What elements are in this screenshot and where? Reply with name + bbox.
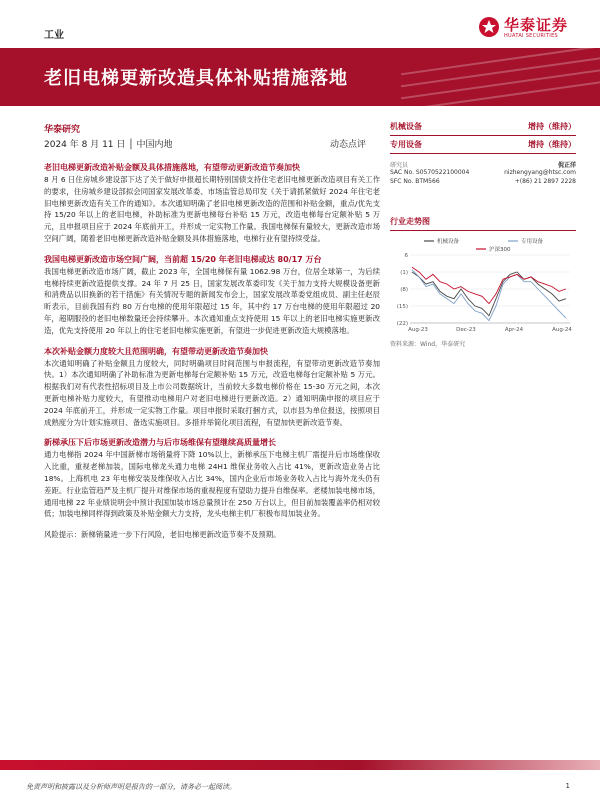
y-tick-label: 6 [404,253,408,259]
paragraph-body: 通力电梯指 2024 年中国新梯市场销量将下降 10%以上，新梯承压下电梯主机厂需提升后市场维保收入比重，重视老梯加装，国际电梯龙头通力电梯 24H1 维保业务收入占比 41%，更新改造业务占比 18%。上海机电 23 年电梯安装及维保收入占比 34%，国内企业后市场业务收入占比与海外龙头仍有差距。行业监管趋严及主机厂提升对维保市场的重视程度有望助力提升自维保率。老楼加装电梯市场，通用电梯 22 年业绩说明会中预计我国加装市场总量预计在 250 万台以上，但目前加装覆盖率仍相对较低；加装电梯同样得到政策及补贴金额大力支持，龙头电梯主机厂积极布局加装业务。 [44,450,380,519]
paragraph-body: 本次通知明确了补贴金额且力度较大，同时明确项目时间范围与申报流程，有望带动更新改造节奏加快。1）本次通知明确了补助标准为更新电梯每台定额补贴 15 万元，改造电梯每台定额补贴 5 万元。根据我们对有代表性招标项目及上市公司数据统计，当前较大多数电梯价格在 15-30 万元之间，本次更新电梯补贴力度较大，有望推动电梯用户对老旧电梯进行更新改造。2）通知明确申报的项目应于 2024 年底前开工，并形成一定实物工作量。项目申报时采取打捆方式，以市县为单位报送，按照项目成熟度分为计划实施项目、备选实施项目。多措并举简化项目流程，有望加快更新改造节奏。 [44,358,380,427]
disclaimer: 免责声明和披露以及分析师声明是报告的一部分，请务必一起阅读。 [26,783,236,791]
industry-trend-chart [390,235,576,335]
analyst-role: 研究员 [390,162,409,169]
paragraph-heading: 新梯承压下后市场更新改造潜力与后市场维保有望继续高质量增长 [44,438,276,448]
report-type: 动态点评 [330,140,367,150]
x-tick-label: Aug-23 [408,327,428,333]
paragraph-body: 8 月 6 日住房城乡建设部下达了关于做好申报超长期特别国债支持住宅老旧电梯更新改造项目有关工作的要求，住房城乡建设部拟会同国家发展改革委、市场监管总局印发《关于请抓紧做好 2024 年住宅老旧电梯更新改造有关工作的通知》。本次通知明确了老旧电梯更新改造的范围和补贴金额，重点/优先支持 15/20 年以上的老旧电梯，补助标准为更新电梯每台补贴 15 万元，改造电梯每台定额补贴 5 万元，且申报项目应于 2024 年底前开工，并形成一定实物工作量。我国电梯保有量较大，更新改造市场空间广阔，随着老旧电梯更新改造补贴金额及具体措施落地，电梯行业有望持续受益。 [44,175,380,243]
main-content [44,162,380,541]
trend-chart-svg [390,235,576,335]
x-tick-label: Apr-24 [504,327,524,333]
y-tick-label: (8) [400,287,408,293]
legend-label: 专用设备 [521,239,544,245]
divider [390,135,576,136]
chart-title: 行业走势图 [390,216,576,231]
rating-row [390,120,576,134]
title-banner [0,48,600,106]
footer-bar [0,760,600,770]
analyst-email[interactable]: nizhengyang@htsc.com [504,169,576,176]
y-tick-label: (1) [400,270,408,276]
logo-text: 华泰证券 [504,16,569,34]
sidebar [390,120,576,348]
analyst-phone: +(86) 21 2897 2228 [514,178,576,185]
chart-source: 资料来源：Wind，华泰研究 [390,341,466,348]
analyst-name: 倪正洋 [557,162,576,169]
paragraph-heading: 老旧电梯更新改造补贴金额及具体措施落地，有望带动更新改造节奏加快 [44,163,300,172]
y-tick-label: (15) [396,304,408,310]
analyst-info [390,160,576,190]
section-tag: 工业 [44,30,64,41]
industry-rating: 增持（维持） [528,122,576,131]
industry-name: 机械设备 [390,122,422,131]
research-brand: 华泰研究 [44,125,81,135]
report-date: 2024 年 8 月 11 日 │ 中国内地 [44,140,173,150]
analyst-sac: SAC No. S0570522100004 [390,169,470,176]
analyst-sfc: SFC No. BTM566 [390,178,440,185]
legend-label: 机械设备 [437,239,460,245]
divider [390,153,576,154]
x-tick-label: Dec-23 [456,327,476,333]
logo-mark-icon [478,16,500,38]
logo-subtext: HUATAI SECURITIES [504,33,558,39]
page-number: 1 [565,782,570,790]
report-title: 老旧电梯更新改造具体补贴措施落地 [44,68,348,89]
industry-rating: 增持（维持） [528,140,576,149]
y-tick-label: (22) [396,321,408,327]
paragraph-body: 我国电梯更新改造市场广阔，截止 2023 年，全国电梯保有量 1062.98 万台，位居全球第一，为后续电梯持续更新改造提供支撑。24 年 7 月 25 日，国家发展改革委印发《关于加力支持大规模设备更新和消费品以旧换新的若干措施》有关情况专题的新闻发布会上，国家发展改革委党组成员、副主任赵辰昕表示，目前我国有约 80 万台电梯的使用年限超过 15 年，其中约 17 万台电梯的使用年限超过 20 年，超期服役的老旧电梯数量还会持续攀升。本次通知重点支持使用 15 年以上的老旧电梯实施更新改造，优先支持使用 20 年以上的住宅老旧电梯实施更新，有望进一步促进更新改造大规模落地。 [44,266,380,335]
x-tick-label: Aug-24 [552,327,572,333]
company-logo [478,14,574,42]
legend-label: 沪深300 [489,247,511,253]
series-line [412,270,566,321]
risk-warning: 风险提示：新梯销量进一步下行风险，老旧电梯更新改造节奏不及预期。 [44,530,281,540]
industry-name: 专用设备 [390,140,422,149]
paragraph-heading: 本次补贴金额力度较大且范围明确，有望带动更新改造节奏加快 [44,346,268,356]
paragraph-heading: 我国电梯更新改造市场空间广阔，当前超 15/20 年老旧电梯或达 80/17 万台 [44,254,322,264]
rating-row [390,138,576,152]
